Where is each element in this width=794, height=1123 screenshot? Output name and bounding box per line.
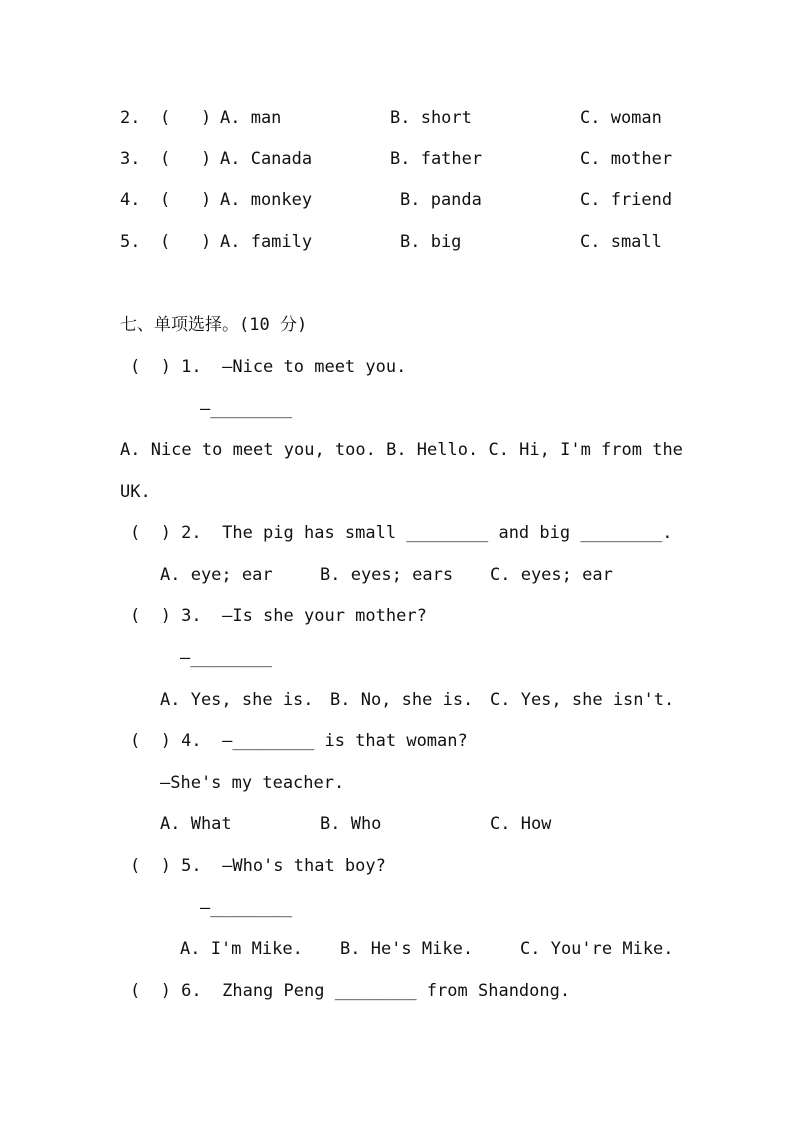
option-b: B. He's Mike. bbox=[340, 939, 474, 959]
option-b: B. Who bbox=[320, 814, 382, 834]
q1-answer-line: —________ bbox=[200, 399, 293, 419]
option-c: C. small bbox=[580, 232, 662, 252]
q4-stem: ( ) 4. —________ is that woman? bbox=[130, 731, 468, 751]
q1-options-line1: A. Nice to meet you, too. B. Hello. C. Hi, I'm from the bbox=[120, 440, 683, 460]
question-number: 5. bbox=[120, 232, 141, 252]
answer-parentheses: ( ) bbox=[160, 108, 212, 128]
question-number: 3. bbox=[120, 149, 141, 169]
option-b: B. short bbox=[390, 108, 472, 128]
option-a: A. monkey bbox=[220, 190, 313, 210]
option-a: A. Yes, she is. bbox=[160, 690, 314, 710]
q3-stem: ( ) 3. —Is she your mother? bbox=[130, 606, 427, 626]
option-b: B. big bbox=[400, 232, 462, 252]
option-a: A. eye; ear bbox=[160, 565, 273, 585]
q4-reply: —She's my teacher. bbox=[160, 773, 345, 793]
option-a: A. I'm Mike. bbox=[180, 939, 303, 959]
option-a: A. family bbox=[220, 232, 313, 252]
option-c: C. You're Mike. bbox=[520, 939, 674, 959]
q5-answer-line: —________ bbox=[200, 898, 293, 918]
option-c: C. eyes; ear bbox=[490, 565, 613, 585]
option-b: B. panda bbox=[400, 190, 482, 210]
option-b: B. father bbox=[390, 149, 483, 169]
answer-parentheses: ( ) bbox=[160, 232, 212, 252]
option-c: C. friend bbox=[580, 190, 673, 210]
option-b: B. No, she is. bbox=[330, 690, 474, 710]
q1-stem: ( ) 1. —Nice to meet you. bbox=[130, 357, 407, 377]
answer-parentheses: ( ) bbox=[160, 149, 212, 169]
q6-stem: ( ) 6. Zhang Peng ________ from Shandong. bbox=[130, 981, 571, 1001]
q1-options-line2: UK. bbox=[120, 482, 151, 502]
option-c: C. mother bbox=[580, 149, 673, 169]
answer-parentheses: ( ) bbox=[160, 190, 212, 210]
option-a: A. Canada bbox=[220, 149, 313, 169]
option-c: C. Yes, she isn't. bbox=[490, 690, 675, 710]
section-heading: 七、单项选择。(10 分) bbox=[120, 315, 308, 335]
option-c: C. woman bbox=[580, 108, 662, 128]
q2-stem: ( ) 2. The pig has small ________ and big ________. bbox=[130, 523, 673, 543]
question-number: 2. bbox=[120, 108, 141, 128]
option-c: C. How bbox=[490, 814, 552, 834]
question-number: 4. bbox=[120, 190, 141, 210]
option-a: A. What bbox=[160, 814, 232, 834]
q3-answer-line: —________ bbox=[180, 648, 273, 668]
option-b: B. eyes; ears bbox=[320, 565, 454, 585]
q5-stem: ( ) 5. —Who's that boy? bbox=[130, 856, 386, 876]
option-a: A. man bbox=[220, 108, 282, 128]
